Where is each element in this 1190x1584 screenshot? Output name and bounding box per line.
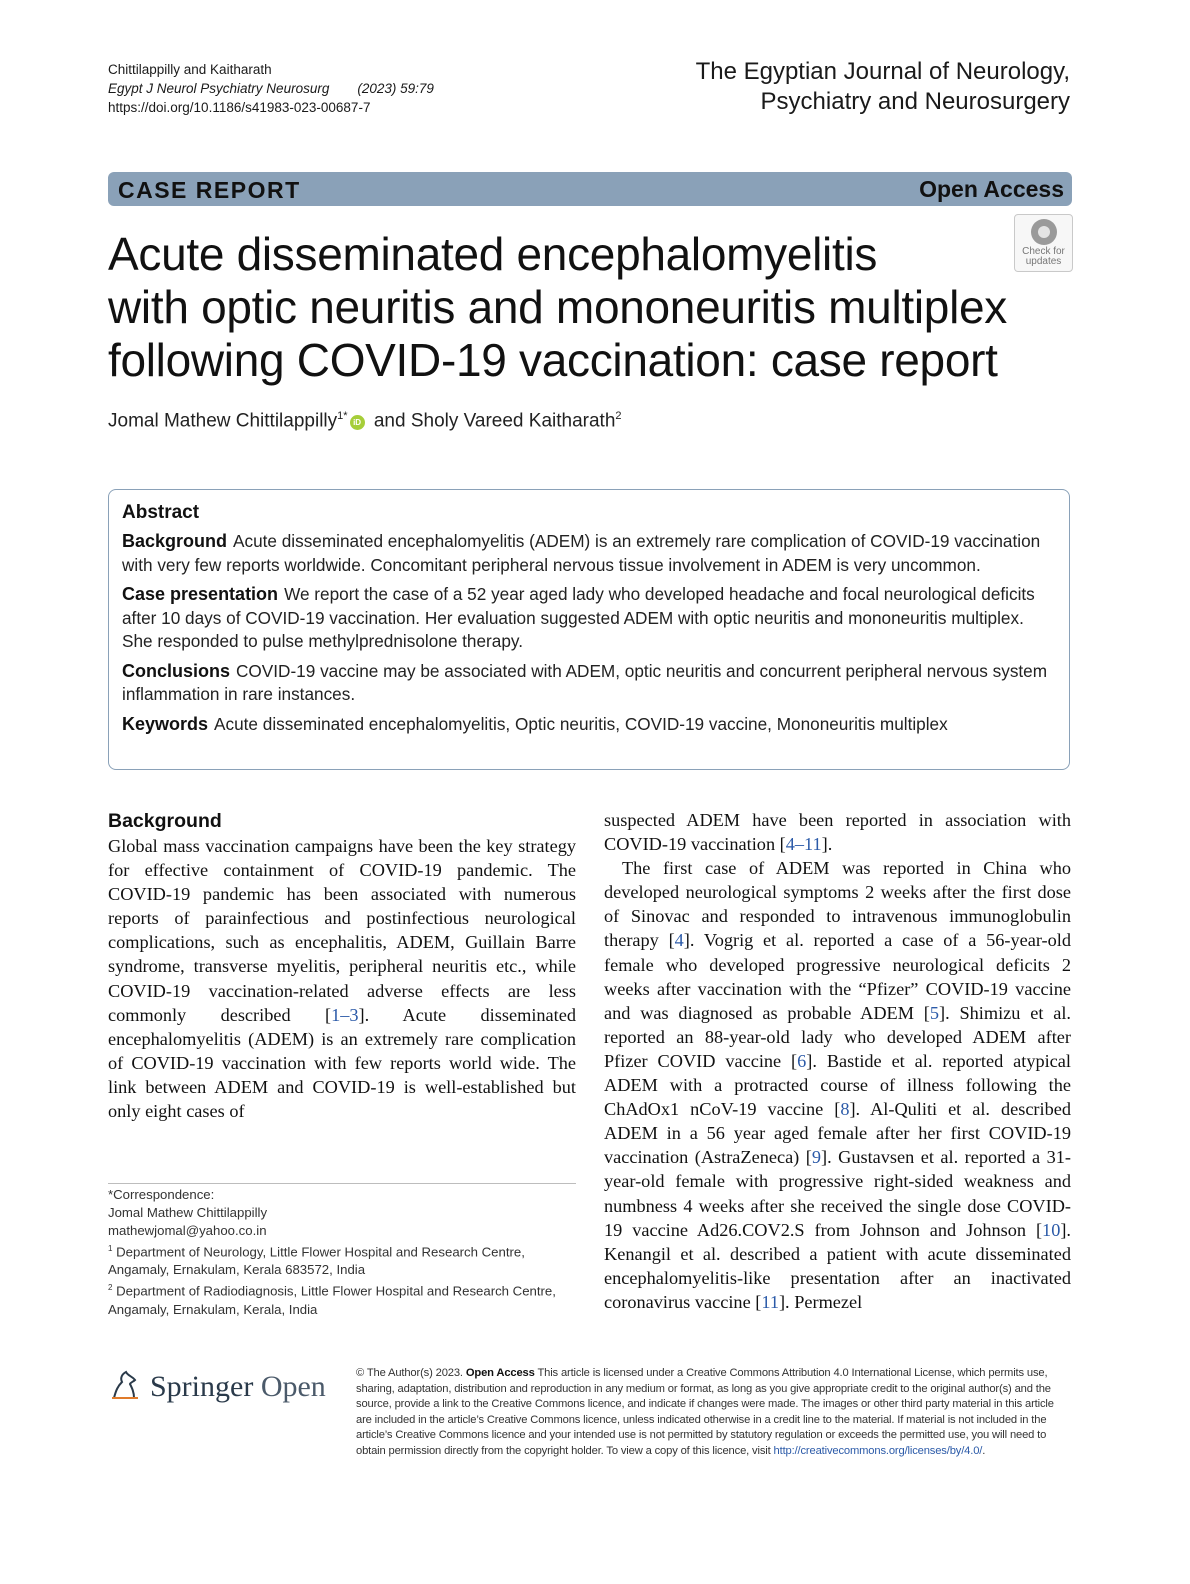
springer-horse-icon bbox=[108, 1368, 142, 1402]
footnote-divider bbox=[108, 1183, 576, 1184]
abstract-heading: Abstract bbox=[122, 502, 200, 523]
text-span: ]. Vogrig et al. reported a case of a 56-year-old female who developed progressive neurological deficits 2 weeks after vaccination with the “Pfizer” COVID-19 vaccine and was diagnosed as probable ADEM [ bbox=[604, 930, 1071, 1023]
text-span: ]. Gustavsen et al. reported a 31-year-old female with progressive right-sided weakness and numbness 4 weeks after she received the single dose COVID-19 vaccine Ad26.COV2.S from Johnson and Johnson [ bbox=[604, 1147, 1071, 1240]
author-1[interactable]: Jomal Mathew Chittilappilly bbox=[108, 410, 338, 432]
abstract-background bbox=[122, 530, 1052, 577]
title-line-1: Acute disseminated encephalomyelitis bbox=[108, 228, 878, 280]
author-1-affiliation: 1* bbox=[337, 410, 348, 422]
author-list bbox=[108, 402, 622, 435]
citation-link[interactable]: 8 bbox=[840, 1099, 850, 1120]
license-end: . bbox=[982, 1444, 986, 1457]
citation-link[interactable]: 4–11 bbox=[785, 834, 822, 855]
abstract-content bbox=[122, 500, 1052, 742]
author-2[interactable]: Sholy Vareed Kaitharath bbox=[410, 410, 616, 432]
orcid-icon[interactable]: iD bbox=[350, 415, 365, 430]
abstract-case-text: We report the case of a 52 year aged lady who developed headache and focal neurological deficits after 10 days of COVID-19 vaccination. Her evaluation suggested ADEM with optic neuritis and mononeuritis multiplex. She responded to pulse methylprednisolone therapy. bbox=[122, 584, 1035, 651]
title-line-3: following COVID-19 vaccination: case report bbox=[108, 334, 998, 386]
affiliation-1 bbox=[108, 1240, 576, 1279]
text-span: Global mass vaccination campaigns have been the key strategy for effective containment of COVID-19 pandemic. The COVID-19 pandemic has been associated with numerous reports of parainfectious and postinfectious neurological complications, such as encephalitis, ADEM, Guillain Barre syndrome, transverse myelitis, peripheral neuritis etc., while COVID-19 vaccination-related adverse effects are less commonly described [ bbox=[108, 836, 576, 1025]
copyright: © The Author(s) 2023. bbox=[356, 1367, 463, 1379]
text-span: ]. Bastide et al. reported atypical ADEM with a protracted course of illness following the ChAdOx1 nCoV-19 vaccine [ bbox=[604, 1050, 1071, 1120]
journal-abbrev: Egypt J Neurol Psychiatry Neurosurg bbox=[108, 81, 330, 96]
affiliation-1-sup: 1 bbox=[108, 1244, 113, 1253]
correspondence-email[interactable]: mathewjomal@yahoo.co.in bbox=[108, 1223, 267, 1238]
publisher-name-a: Springer bbox=[150, 1370, 254, 1403]
abstract-conclusions bbox=[122, 660, 1052, 707]
article-title bbox=[108, 228, 1068, 387]
abstract-keywords bbox=[122, 713, 1052, 737]
author-separator: and bbox=[373, 410, 406, 432]
license-body: This article is licensed under a Creative Commons Attribution 4.0 International License, which permits use, sharing, adaptation, distribution and reproduction in any medium or format, as long as you give appropriate credit to the original author(s) and the source, provide a link to the Creative Commons licence, and indicate if changes were made. The images or other third party material in this article are included in the article’s Creative Commons licence, unless indicated otherwise in a credit line to the material. If material is not included in the article’s Creative Commons licence and your intended use is not permitted by statutory regulation or exceeds the permitted use, you will need to obtain permission directly from the copyright holder. To view a copy of this licence, visit bbox=[356, 1367, 1054, 1457]
affiliation-2-text: Department of Radiodiagnosis, Little Flower Hospital and Research Centre, Angamaly, Ernakulam, Kerala, India bbox=[108, 1283, 556, 1317]
open-access-label: Open Access bbox=[919, 176, 1064, 202]
text-span: ]. Shimizu et al. reported an 88-year-old lady who developed ADEM after Pfizer COVID vaccine [ bbox=[604, 1002, 1071, 1071]
check-for-updates-line2: updates bbox=[1025, 256, 1062, 267]
section-heading-background: Background bbox=[108, 810, 222, 832]
text-span: ]. bbox=[821, 834, 833, 855]
article-type-label: CASE REPORT bbox=[118, 177, 301, 203]
citation-link[interactable]: 11 bbox=[761, 1291, 779, 1312]
affiliation-2-sup: 2 bbox=[108, 1283, 113, 1293]
citation-link[interactable]: 1–3 bbox=[331, 1004, 359, 1025]
journal-name bbox=[696, 57, 1070, 117]
affiliation-1-text: Department of Neurology, Little Flower Hospital and Research Centre, Angamaly, Ernakulam, Kerala 683572, India bbox=[108, 1244, 525, 1278]
citation-link[interactable]: 10 bbox=[1042, 1219, 1061, 1240]
citation-link[interactable]: 5 bbox=[929, 1002, 940, 1023]
text-span: ]. Permezel bbox=[778, 1291, 863, 1312]
abstract-keywords-label: Keywords bbox=[122, 713, 209, 734]
text-span: The first case of ADEM was reported in China who developed neurological symptoms 2 weeks after the first dose of Sinovac and responded to intravenous immunoglobulin therapy [ bbox=[604, 858, 1071, 951]
year-volume: (2023) 59:79 bbox=[357, 81, 434, 96]
citation-link[interactable]: 9 bbox=[811, 1147, 821, 1168]
abstract-background-label: Background bbox=[122, 531, 228, 551]
body-paragraph bbox=[604, 856, 1071, 1314]
citation-link[interactable]: 4 bbox=[674, 930, 684, 951]
correspondence-name: Jomal Mathew Chittilappilly bbox=[108, 1205, 268, 1220]
abstract-conclusions-text: COVID-19 vaccine may be associated with ADEM, optic neuritis and concurrent peripheral nervous system inflammation in rare instances. bbox=[122, 660, 1048, 704]
abstract-conclusions-label: Conclusions bbox=[122, 660, 231, 681]
running-header bbox=[108, 60, 434, 117]
text-span: suspected ADEM have been reported in association with COVID-19 vaccination [ bbox=[604, 810, 1071, 855]
license-link[interactable]: http://creativecommons.org/licenses/by/4.0/ bbox=[773, 1444, 983, 1457]
affiliation-2 bbox=[108, 1279, 576, 1318]
header-authors: Chittilappilly and Kaitharath bbox=[108, 62, 272, 77]
abstract-keywords-text: Acute disseminated encephalomyelitis, Optic neuritis, COVID-19 vaccine, Mononeuritis multiplex bbox=[214, 713, 948, 734]
abstract-case bbox=[122, 583, 1052, 654]
license-open-access: Open Access bbox=[465, 1367, 535, 1379]
background-paragraph bbox=[108, 834, 576, 1123]
body-left-column bbox=[108, 808, 576, 1123]
author-2-affiliation: 2 bbox=[615, 410, 622, 422]
check-for-updates-line1: Check for bbox=[1022, 246, 1065, 257]
license-text bbox=[356, 1366, 1068, 1460]
abstract-background-text: Acute disseminated encephalomyelitis (ADEM) is an extremely rare complication of COVID-19 vaccination with very few reports worldwide. Concomitant peripheral nervous tissue involvement in ADEM is very uncommon. bbox=[122, 531, 1041, 575]
publisher-logo[interactable] bbox=[108, 1365, 326, 1409]
body-paragraph bbox=[604, 808, 1071, 856]
text-span: ]. Kenangil et al. described a patient with acute disseminated encephalomyelitis-like presentation after an inactivated coronavirus vaccine [ bbox=[604, 1219, 1071, 1312]
text-span: ]. Acute disseminated encephalomyelitis (ADEM) is an extremely rare complication of COVID-19 vaccination with few reports world wide. The link between ADEM and COVID-19 is well-established but only eight cases of bbox=[108, 1004, 576, 1122]
correspondence-label: *Correspondence: bbox=[108, 1187, 215, 1202]
body-right-column bbox=[604, 808, 1071, 1314]
correspondence-footnote bbox=[108, 1186, 576, 1319]
abstract-case-label: Case presentation bbox=[122, 584, 279, 604]
title-line-2: with optic neuritis and mononeuritis multiplex bbox=[108, 281, 1007, 333]
publisher-name-b: Open bbox=[260, 1370, 326, 1403]
journal-name-line1: The Egyptian Journal of Neurology, bbox=[695, 58, 1070, 85]
citation-link[interactable]: 6 bbox=[797, 1050, 807, 1071]
journal-name-line2: Psychiatry and Neurosurgery bbox=[760, 88, 1070, 115]
doi-link[interactable]: https://doi.org/10.1186/s41983-023-00687-7 bbox=[108, 100, 371, 115]
text-span: ]. Al-Quliti et al. described ADEM in a 56 year aged female after her first COVID-19 vaccination (AstraZeneca) [ bbox=[604, 1099, 1071, 1168]
